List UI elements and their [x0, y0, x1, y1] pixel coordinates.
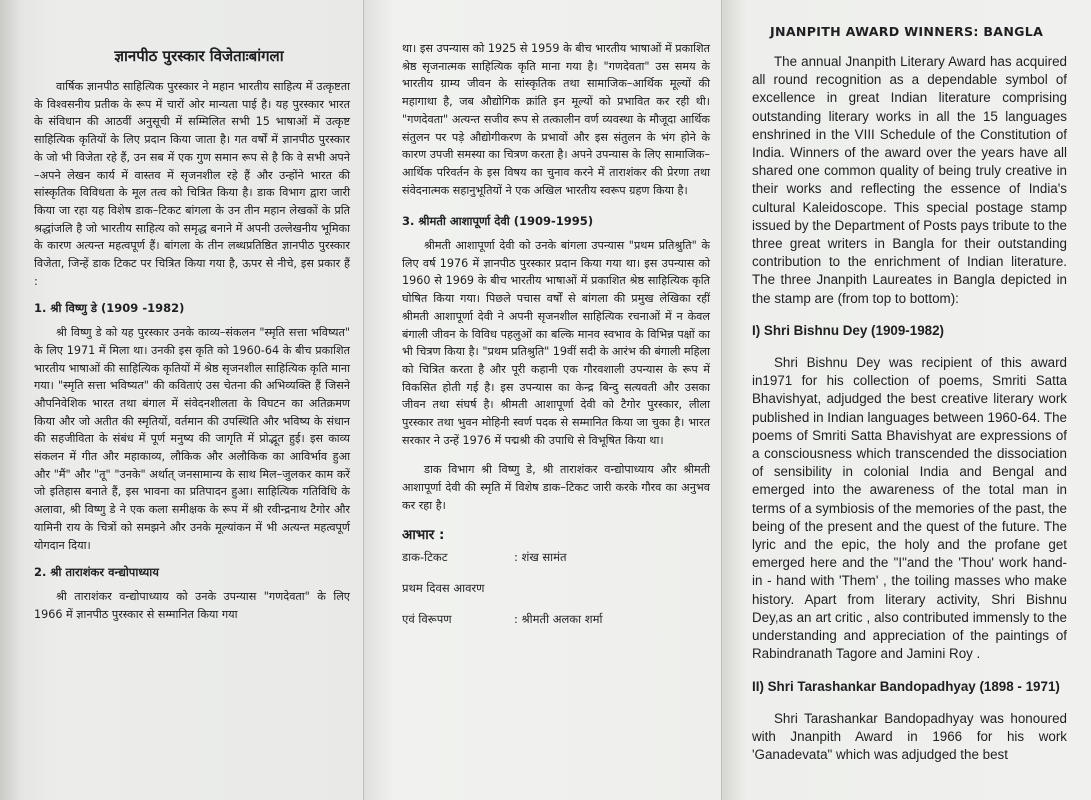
english-section2-start: Shri Tarashankar Bandopadhyay was honoured with Jnanpith Award in 1966 for his work 'Ganadevata" which was adjudged the best: [752, 710, 1067, 763]
acknowledgement-row: [402, 549, 710, 566]
hindi-panel-left: [0, 0, 364, 800]
acknowledgement-row: [402, 580, 710, 597]
hindi-section2-start: श्री ताराशंकर वन्द्योपाध्याय को उनके उपन्यास "गणदेवता" के लिए 1966 में ज्ञानपीठ पुरस्कार से सम्मानित किया गया: [34, 589, 350, 621]
english-section1-heading: I) Shri Bishnu Dey (1909-1982): [752, 322, 945, 338]
english-section1-body: Shri Bishnu Dey was recipient of this award in1971 for his collection of poems, Smriti Satta Bhavishyat, adjudged the best creative literary work published in Indian languages between 1960-64. The poems of Smriti Satta Bhavishyat are expressions of a consciousness which transcended the dissociation of sensibility in colonial India and Bengal and emerged into the awareness of the total man in terms of a symbiosis of the memories of the past, the being of the present and the quest of the future. The lyric and the epic, the holy and the profane get emerged here and the "I"and the 'Thou' work hand- in - hand with 'Them' , the toiling masses who make history. Apart from literary activity, Shri Bishnu Dey,as an art critic , also contributed immensly to the understanding and appreciation of the paintings of Rabindranath Tagore and Jamini Roy .: [752, 355, 1067, 662]
hindi-panel-middle: [364, 0, 722, 800]
hindi-section1-body: श्री विष्णु डे को यह पुरस्कार उनके काव्य–संकलन "स्मृति सत्ता भविष्यत" के लिए 1971 में मिला था। उनकी इस कृति को 1960-64 के बीच प्रकाशित भारतीय भाषाओं की साहित्यिक कृतियों में श्रेष्ठ सृजनशील साहित्यिक कृति माना गया। "स्मृति सत्ता भविष्यत" की कविताएं उस चेतना की अभिव्यक्ति हैं जिसने औपनिवेशिक भारत तथा बंगाल में संवेदनशीलता के विघटन का अतिक्रमण किया और जो अतीत की स्मृतियों, वर्तमान की उपस्थिति और भविष्य के संधान की सहजीविता के संबंध में पूर्ण मनुष्य की जागृति में प्रोद्भूत हुई। इस काव्य संकलन में गीत और महाकाव्य, लौकिक और अलौकिक का आविर्भाव हुआ और "मैं" और "तू" "उनके" अर्थात् जनसामान्य के साथ मिल–जुलकर काम करें जो इतिहास बनाते हैं, इस भावना का प्रतिपादन हुआ। साहित्यिक गतिविधि के अलावा, श्री विष्णु डे ने एक कला समीक्षक के रूप में श्री रवीन्द्रनाथ टैगोर और यामिनी राय के चित्रों को समझने और उनके मूल्यांकन में भी अत्यन्त महत्वपूर्ण योगदान दिया।: [34, 326, 350, 552]
hindi-section2-continued: था। इस उपन्यास को 1925 से 1959 के बीच भारतीय भाषाओं में प्रकाशित श्रेष्ठ सृजनात्मक साहित्यिक कृति माना गया है। "गणदेवता" उस समय के भारतीय ग्राम्य जीवन के सांस्कृतिक तथा सामाजिक–आर्थिक मूल्यों की महागाथा है, जब औद्योगिक क्रांति इन मूल्यों को प्रभावित कर रही थी। "गणदेवता" अत्यन्त सजीव रूप से तत्कालीन वर्ण व्यवस्था के मौजूदा आर्थिक संतुलन पर पड़े औद्योगीकरण के प्रभावों और इस संतुलन के भंग होने के कारण उपजी समस्या का चित्रण करता है। अपने उपन्यास के लिए सामाजिक–आर्थिक परिवर्तन के इस विषय का चुनाव करने में ताराशंकर की प्रेरणा तथा संवेदनात्मक सहानुभूतियों ने एक अखिल भारतीय स्वरूप ग्रहण किया है।: [402, 42, 710, 197]
english-intro-paragraph: The annual Jnanpith Literary Award has acquired all round recognition as a dependable symbol of excellence in great Indian literature comprising outstanding literary works in all the 15 languages enshrined in the VIII Schedule of the Constitution of India. Winners of the award over the years have all shared one common quality of being truly creative in their works and reflecting the essence of India's cultural Kaleidoscope. This special postage stamp issued by the Department of Posts pays tribute to the three great writers in Bangla for their outstanding contribution to the enrichment of Indian literature. The three Jnanpith Laureates in Bangla depicted in the stamp are (from top to bottom):: [752, 54, 1067, 306]
hindi-section3-heading: 3. श्रीमती आशापूर्णा देवी (1909-1995): [402, 214, 594, 229]
ack-value: [514, 580, 704, 597]
english-section2-heading: II) Shri Tarashankar Bandopadhyay (1898 - 1971): [752, 678, 1060, 694]
ack-label: प्रथम दिवस आवरण: [402, 580, 485, 595]
ack-value: : शंख सामंत: [514, 549, 567, 564]
hindi-intro-paragraph: वार्षिक ज्ञानपीठ साहित्यिक पुरस्कार ने महान भारतीय साहित्य में उत्कृष्टता के विश्वसनीय प्रतीक के रूप में चारों ओर मान्यता पाई है। यह पुरस्कार भारत के संविधान की आठवीं अनुसूची में सम्मिलित सभी 15 भाषाओं में उत्कृष्ट साहित्यिक कृतियों के लिए प्रदान किया जाता है। गत वर्षों में ज्ञानपीठ पुरस्कार के जो भी विजेता रहे हैं, उन सब में एक गुण समान रूप से है कि वे सभी अपने –अपने लेखन कार्य में वास्तव में सृजनशील रहे हैं और उन्होंने भारत की सांस्कृतिक विविधता के मूल तत्व को चित्रित किया है। डाक विभाग द्वारा जारी किया जा रहा यह विशेष डाक–टिकट बांगला के उन तीन महान लेखकों के प्रति श्रद्धांजलि है जो भारतीय साहित्य को समृद्ध बनाने में अपनी उल्लेखनीय भूमिका के कारण अत्यन्त महत्वपूर्ण हैं। बांगला के तीन लब्धप्रतिष्ठित ज्ञानपीठ पुरस्कार विजेता, जिन्हें डाक टिकट पर चित्रित किया गया है, ऊपर से नीचे, इस प्रकार हैं :: [34, 80, 350, 288]
acknowledgement-row: [402, 611, 710, 628]
ack-value: : श्रीमती अलका शर्मा: [514, 611, 603, 626]
hindi-section1-heading: 1. श्री विष्णु डे (1909 -1982): [34, 301, 185, 316]
hindi-title: ज्ञानपीठ पुरस्कार विजेताःबांगला: [114, 47, 284, 65]
ack-label: डाक-टिकट: [402, 549, 448, 564]
hindi-section3-body: श्रीमती आशापूर्णा देवी को उनके बांगला उपन्यास "प्रथम प्रतिश्रुति" के लिए वर्ष 1976 में ज्ञानपीठ पुरस्कार प्रदान किया गया था। इस उपन्यास को 1960 से 1969 के बीच भारतीय भाषाओं में प्रकाशित श्रेष्ठ साहित्यिक कृति घोषित किया गया। पिछले पचास वर्षों से बांगला की प्रमुख लेखिका रहीं श्रीमती आशापूर्णा देवी ने अपनी सृजनशील साहित्यिक रचनाओं में न केवल बंगाली जीवन के विविध पहलुओं का बल्कि मानव स्वभाव के विभिन्न पक्षों का भी चित्रण किया है। "प्रथम प्रतिश्रुति" 19वीं सदी के आरंभ की बंगाली महिला को चित्रित करता है और पूरी कहानी एक गौरवशाली उपन्यास के रूप में विकसित होती गई है। इस उपन्यास का केन्द्र बिन्दु सत्यवती और उसका जीवन तथा संघर्ष है। श्रीमती आशापूर्णा देवी को टैगोर पुरस्कार, लीला पुरस्कार तथा भुवन मोहिनी स्वर्ण पदक से सम्मानित किया जा चुका है। भारत सरकार ने उन्हें 1976 में पद्मश्री की उपाधि से विभूषित किया था।: [402, 239, 710, 447]
acknowledgement-title: आभार :: [402, 526, 445, 543]
ack-label: एवं विरूपण: [402, 611, 452, 626]
english-panel: [722, 0, 1091, 800]
english-title: JNANPITH AWARD WINNERS: BANGLA: [770, 24, 1044, 39]
hindi-closing-paragraph: डाक विभाग श्री विष्णु डे, श्री ताराशंकर वन्द्योपाध्याय और श्रीमती आशापूर्णा देवी की स्मृति में विशेष डाक–टिकट जारी करके गौरव का अनुभव कर रहा है।: [402, 463, 710, 512]
hindi-section2-heading: 2. श्री ताराशंकर वन्द्योपाध्याय: [34, 565, 159, 580]
